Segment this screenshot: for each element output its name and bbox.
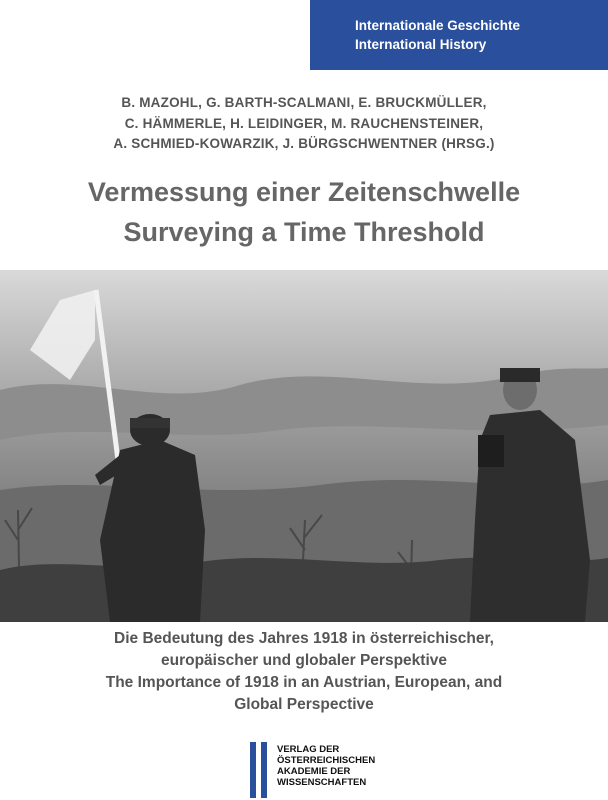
subtitle-line: The Importance of 1918 in an Austrian, European, and	[105, 674, 503, 691]
subtitle-line: Global Perspective	[234, 696, 374, 713]
publisher-bar	[261, 742, 267, 798]
title-german: Vermessung einer Zeitenschwelle	[87, 177, 521, 207]
editors-line: A. SCHMIED-KOWARZIK, J. BÜRGSCHWENTNER (HRSG.)	[113, 136, 495, 151]
editors-line: C. HÄMMERLE, H. LEIDINGER, M. RAUCHENSTEINER,	[124, 115, 484, 131]
editors-list	[0, 93, 608, 155]
book-title	[0, 172, 608, 252]
publisher-bar	[250, 742, 256, 798]
title-english: Surveying a Time Threshold	[123, 217, 485, 247]
series-banner	[310, 0, 608, 70]
publisher-name	[277, 742, 375, 788]
publisher-name-line: AKADEMIE DER	[277, 766, 351, 777]
series-name-de: Internationale Geschichte	[355, 18, 521, 33]
cover-photo-illustration	[0, 270, 608, 622]
subtitle-line: europäischer und globaler Perspektive	[161, 652, 447, 669]
cover-photo	[0, 270, 608, 622]
subtitle-line: Die Bedeutung des Jahres 1918 in österreichischer,	[114, 630, 494, 647]
editors-line: B. MAZOHL, G. BARTH-SCALMANI, E. BRUCKMÜLLER,	[121, 95, 487, 110]
publisher-logo	[250, 742, 375, 798]
book-subtitle	[0, 628, 608, 716]
publisher-name-line: ÖSTERREICHISCHEN	[277, 755, 376, 766]
series-name-en: International History	[355, 37, 487, 52]
publisher-name-line: WISSENSCHAFTEN	[277, 777, 367, 788]
publisher-bars-icon	[250, 742, 267, 798]
publisher-name-line: VERLAG DER	[277, 744, 340, 755]
